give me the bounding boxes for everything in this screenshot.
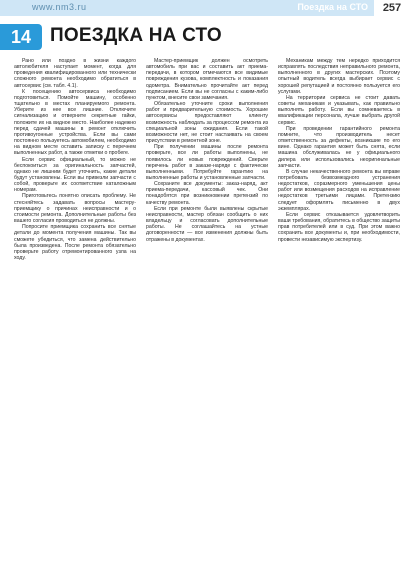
paragraph: В случае некачественного ремонта вы вправе потребовать безвозмездного устранения недостатков, соразмерного уменьшения цены работ или возмещения расходов на исправление недостатков третьими лицами. Претензию следует оформлять письменно в двух экземплярах. [278, 168, 400, 212]
paragraph: Приготовьтесь понятно описать проблему. Не стесняйтесь задавать вопросы мастеру-приемщику о причинах неисправности и о стоимости ремонта. Дополнительные работы без вашего согласия проводиться не должны. [14, 193, 136, 225]
running-section-title: Поездка на СТО [297, 2, 368, 12]
paragraph: Механикам между тем нередко приходится исправлять последствия неправильного ремонта, выполненного в других мастерских. Поэтому опытный водитель всегда выбирает сервис с хорошей репутацией и постоянно пользуется его услугами. [278, 58, 400, 95]
paragraph: К посещению автосервиса необходимо подготовиться. Помойте машину, особенно тщательно в местах планируемого ремонта. Уберите из нее все лишние. Отключите сигнализацию и отверните секретные гайки, положите их на видное место. Наиболее надежно перед сдачей машины в ремонт отключить противоугонные устройства. Если вы сами постоянно пользуетесь автомобилем, необходимо на видном месте оставить записку с перечнем выполненных работ, а также отметки о пробеге. [14, 88, 136, 157]
article-body [14, 58, 400, 562]
chapter-header [0, 24, 410, 50]
text-column-1 [14, 58, 136, 562]
paragraph: Если при ремонте были выявлены скрытые неисправности, мастер обязан сообщить о них владельцу и согласовать дополнительные работы. Не соглашайтесь на устные договоренности — все изменения должны быть отражены в документах. [146, 205, 268, 243]
paragraph: Если сервис официальный, то можно не беспокоиться за оригинальность запчастей, однако не лишним будет уточнить, какие детали будут установлены. Если вы привезли запчасти с собой, проверьте их соответствие каталожным номерам. [14, 156, 136, 194]
page-header-bar [0, 0, 410, 16]
paragraph: Если сервис отказывается удовлетворить ваши требования, обратитесь в общество защиты прав потребителей или в суд. При этом важно сохранить все документы и, при необходимости, провести независимую экспертизу. [278, 211, 400, 243]
paragraph: Попросите приемщика сохранить все снятые детали до момента получения машины. Так вы сможете убедиться, что замена действительно была произведена. После ремонта обязательно проверьте работу отремонтированного узла на ходу. [14, 224, 136, 261]
paragraph: Обязательно уточните сроки выполнения работ и предварительную стоимость. Хорошие автосервисы предоставляют клиенту возможность наблюдать за процессом ремонта из специальной зоны ожидания. Если такой возможности нет, не стоит настаивать на своем присутствии в ремонтной зоне. [146, 101, 268, 145]
page-number: 257 [374, 0, 410, 16]
chapter-title: ПОЕЗДКА НА СТО [50, 25, 222, 46]
text-column-3 [278, 58, 400, 562]
paragraph: Сохраните все документы: заказ-наряд, акт приема-передачи, кассовый чек. Они понадобятся при возникновении претензий по качеству ремонта. [146, 181, 268, 206]
chapter-number-badge: 14 [0, 24, 42, 50]
paragraph: Рано или поздно в жизни каждого автолюбителя наступает момент, когда для проведения квалифицированного или технически сложного ремонта необходимо обратиться в автосервис (см. табл. 4.1). [14, 58, 136, 89]
paragraph: На территории сервиса не стоит давать советы механикам и указывать, как правильно выполнять работу. Если вы сомневаетесь в квалификации персонала, лучше выбрать другой сервис. [278, 94, 400, 126]
text-column-2 [146, 58, 268, 562]
paragraph: При проведении гарантийного ремонта помните, что производитель несет ответственность за дефекты, возникшие по его вине. Однако гарантия может быть снята, если машина обслуживалась не у официального дилера или использовались неоригинальные запчасти. [278, 125, 400, 169]
site-url: www.nm3.ru [32, 2, 87, 12]
paragraph: При получении машины после ремонта проверьте, все ли работы выполнены, не появилось ли новых повреждений. Сверьте перечень работ в заказе-наряде с фактически выполненными. Потребуйте гарантию на выполненные работы и установленные запчасти. [146, 144, 268, 181]
paragraph: Мастер-приемщик должен осмотреть автомобиль при вас и составить акт приема-передачи, в котором отмечаются все видимые повреждения кузова, комплектность и показания одометра. Внимательно прочитайте акт перед подписанием. Если вы не согласны с каким-либо пунктом, внесите свои замечания. [146, 58, 268, 101]
